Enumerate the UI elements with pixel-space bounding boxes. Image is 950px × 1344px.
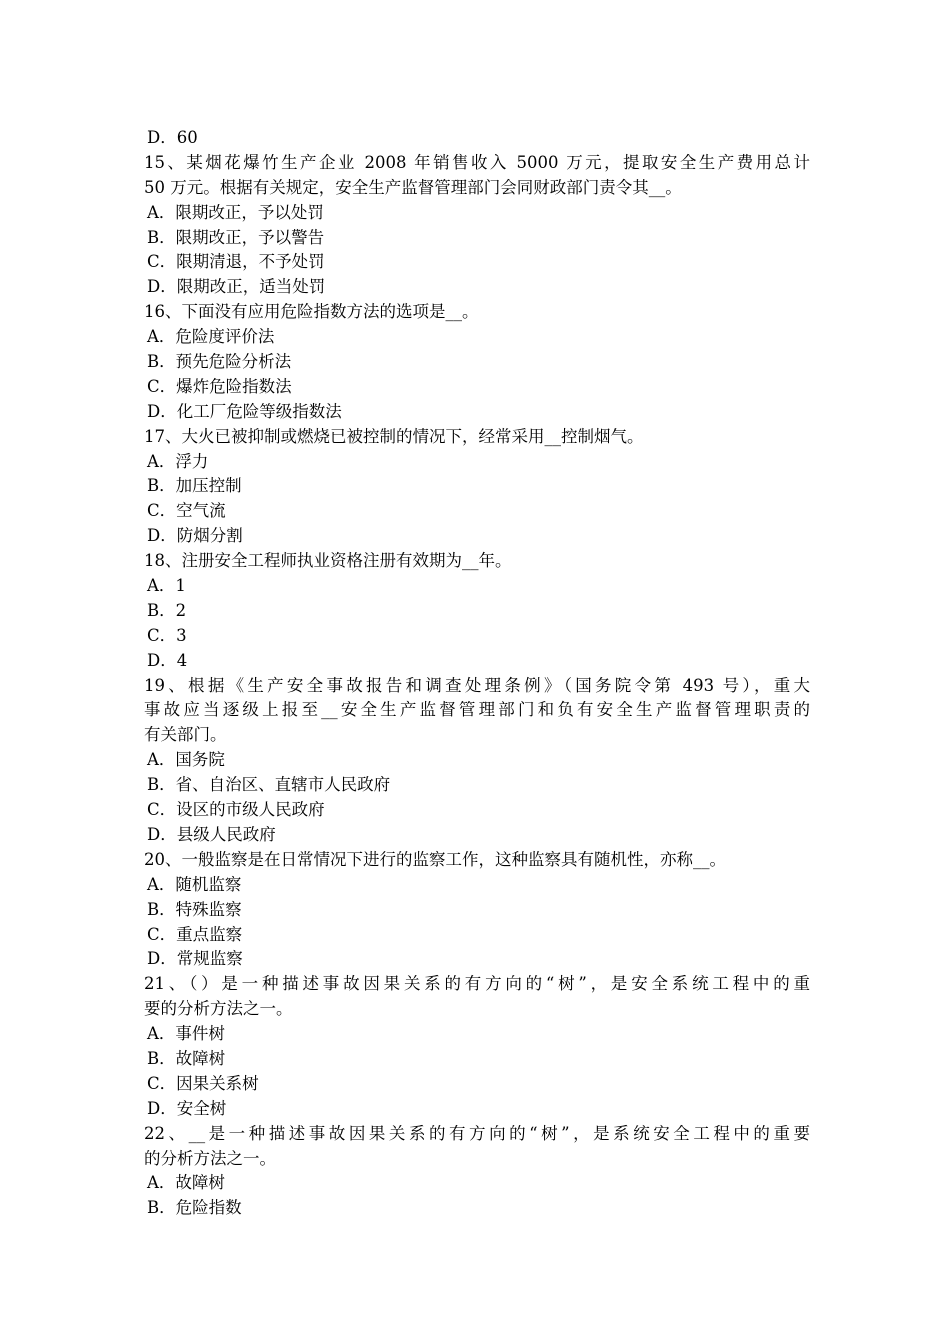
answer-option: C．3 bbox=[147, 625, 187, 645]
answer-option: C．重点监察 bbox=[147, 924, 243, 944]
answer-option: D．安全树 bbox=[147, 1098, 227, 1118]
answer-option: A．故障树 bbox=[147, 1173, 225, 1193]
answer-option: C．爆炸危险指数法 bbox=[147, 376, 292, 396]
answer-option: B．危险指数 bbox=[147, 1198, 242, 1218]
question-text: 事故应当逐级上报至__安全生产监督管理部门和负有安全生产监督管理职责的 bbox=[144, 700, 810, 720]
answer-option: C．设区的市级人民政府 bbox=[147, 800, 325, 820]
answer-option: A．危险度评价法 bbox=[147, 327, 275, 347]
answer-option: C．限期清退，不予处罚 bbox=[147, 252, 325, 272]
question-text: 22、__是一种描述事故因果关系的有方向的“树”，是系统安全工程中的重要 bbox=[144, 1123, 810, 1143]
answer-option: A．1 bbox=[147, 576, 186, 596]
answer-option: C．因果关系树 bbox=[147, 1073, 259, 1093]
question-text: 的分析方法之一。 bbox=[144, 1148, 276, 1168]
exam-question-list bbox=[144, 126, 810, 1221]
answer-option: D．60 bbox=[147, 128, 198, 147]
answer-option: A．国务院 bbox=[147, 750, 225, 770]
answer-option: A．限期改正，予以处罚 bbox=[147, 202, 324, 222]
answer-option: D．常规监察 bbox=[147, 949, 243, 969]
question-text: 要的分析方法之一。 bbox=[144, 999, 293, 1019]
question-text: 20、一般监察是在日常情况下进行的监察工作，这种监察具有随机性，亦称__。 bbox=[144, 849, 726, 869]
question-text: 21、（）是一种描述事故因果关系的有方向的“树”，是安全系统工程中的重 bbox=[144, 974, 810, 994]
answer-option: A．浮力 bbox=[147, 451, 209, 471]
answer-option: A．随机监察 bbox=[147, 874, 242, 894]
answer-option: B．预先危险分析法 bbox=[147, 352, 292, 372]
question-text: 16、下面没有应用危险指数方法的选项是__。 bbox=[144, 302, 479, 322]
answer-option: A．事件树 bbox=[147, 1024, 225, 1044]
answer-option: B．限期改正，予以警告 bbox=[147, 227, 325, 247]
answer-option: B．2 bbox=[147, 600, 187, 620]
answer-option: D．限期改正，适当处罚 bbox=[147, 277, 326, 297]
answer-option: D．4 bbox=[147, 650, 188, 670]
question-text: 15、某烟花爆竹生产企业 2008 年销售收入 5000 万元，提取安全生产费用总计 bbox=[144, 152, 810, 172]
answer-option: D．防烟分割 bbox=[147, 526, 243, 546]
answer-option: B．加压控制 bbox=[147, 476, 242, 496]
question-text: 有关部门。 bbox=[144, 725, 227, 745]
question-text: 50 万元。根据有关规定，安全生产监督管理部门会同财政部门责令其__。 bbox=[144, 177, 682, 197]
question-text: 18、注册安全工程师执业资格注册有效期为__年。 bbox=[144, 551, 512, 571]
answer-option: D．县级人民政府 bbox=[147, 824, 276, 844]
question-text: 19、根据《生产安全事故报告和调查处理条例》（国务院令第 493 号），重大 bbox=[144, 675, 810, 695]
answer-option: B．故障树 bbox=[147, 1048, 226, 1068]
answer-option: D．化工厂危险等级指数法 bbox=[147, 401, 342, 421]
answer-option: B．省、自治区、直辖市人民政府 bbox=[147, 775, 391, 795]
answer-option: C．空气流 bbox=[147, 501, 226, 521]
question-text: 17、大火已被抑制或燃烧已被控制的情况下，经常采用__控制烟气。 bbox=[144, 426, 644, 446]
answer-option: B．特殊监察 bbox=[147, 899, 242, 919]
